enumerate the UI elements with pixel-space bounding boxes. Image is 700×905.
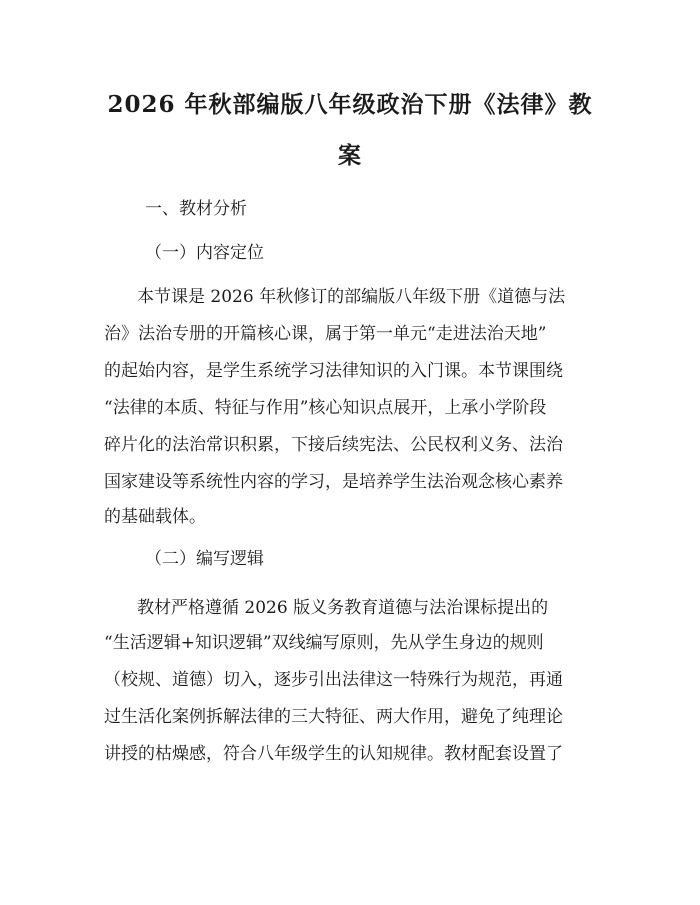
section-heading-textbook-analysis: 一、教材分析 <box>145 199 247 219</box>
paragraph-1-line: 的起始内容，是学生系统学习法律知识的入门课。本节课围绕 <box>104 361 563 381</box>
paragraph-1-line: “法律的本质、特征与作用”核心知识点展开，上承小学阶段 <box>104 398 547 418</box>
paragraph-1-line: 碎片化的法治常识积累，下接后续宪法、公民权利义务、法治 <box>104 435 563 455</box>
document-title-line-1: 2026 年秋部编版八年级政治下册《法律》教 <box>107 91 593 118</box>
paragraph-2-line: “生活逻辑+知识逻辑”双线编写原则，先从学生身边的规则 <box>104 633 544 653</box>
paragraph-2-line: 过生活化案例拆解法律的三大特征、两大作用，避免了纯理论 <box>104 707 563 727</box>
paragraph-1-line: 的基础载体。 <box>104 507 206 527</box>
paragraph-2-line: 讲授的枯燥感，符合八年级学生的认知规律。教材配套设置了 <box>104 744 563 764</box>
document-title-line-2: 案 <box>338 142 362 169</box>
paragraph-2-line: 教材严格遵循 2026 版义务教育道德与法治课标提出的 <box>137 598 549 618</box>
paragraph-1-line: 治》法治专册的开篇核心课，属于第一单元“走进法治天地” <box>104 324 547 344</box>
paragraph-1-line: 国家建设等系统性内容的学习，是培养学生法治观念核心素养 <box>104 472 563 492</box>
paragraph-2-line: （校规、道德）切入，逐步引出法律这一特殊行为规范，再通 <box>104 670 563 690</box>
subsection-heading-writing-logic: （二）编写逻辑 <box>145 549 264 569</box>
paragraph-1-line: 本节课是 2026 年秋修订的部编版八年级下册《道德与法 <box>137 287 566 307</box>
subsection-heading-content-position: （一）内容定位 <box>145 243 264 263</box>
